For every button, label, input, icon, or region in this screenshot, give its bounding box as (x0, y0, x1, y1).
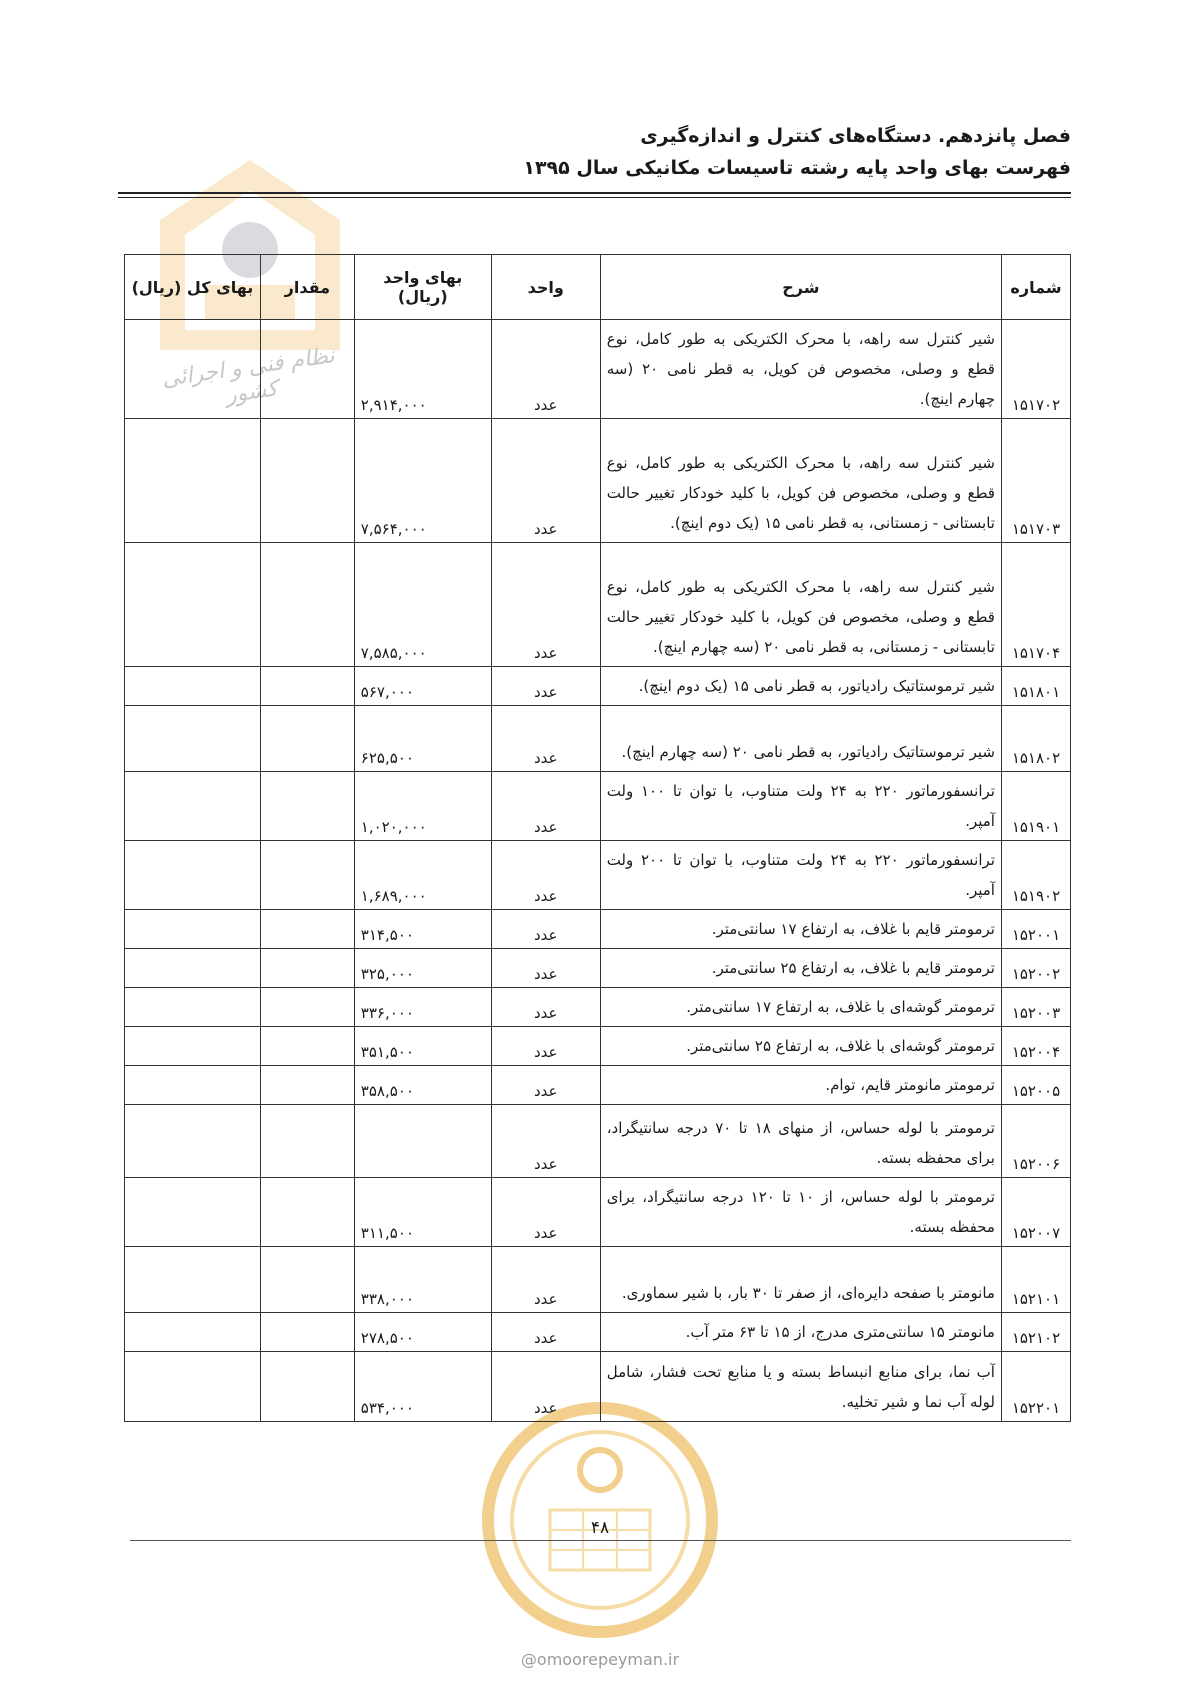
column-header-quantity: مقدار (260, 255, 354, 320)
item-unit-price: ۳۳۸,۰۰۰ (354, 1247, 491, 1313)
item-unit-price: ۱,۶۸۹,۰۰۰ (354, 841, 491, 910)
item-description: ترمومتر مانومتر قایم، توام. (600, 1066, 1001, 1105)
item-quantity (260, 841, 354, 910)
list-title: فهرست بهای واحد پایه رشته تاسیسات مکانیکی سال ۱۳۹۵ (523, 157, 1071, 179)
item-description: آب نما، برای منابع انبساط بسته و یا منابع تحت فشار، شامل لوله آب نما و شیر تخلیه. (600, 1352, 1001, 1422)
item-total-price (125, 667, 261, 706)
item-quantity (260, 1105, 354, 1178)
item-total-price (125, 772, 261, 841)
item-unit: عدد (491, 1247, 600, 1313)
item-quantity (260, 543, 354, 667)
column-header-unit-price: بهای واحد (ریال) (354, 255, 491, 320)
item-unit-price: ۵۳۴,۰۰۰ (354, 1352, 491, 1422)
item-description: شیر ترموستاتیک رادیاتور، به قطر نامی ۱۵ (یک دوم اینچ). (600, 667, 1001, 706)
item-total-price (125, 1352, 261, 1422)
item-unit: عدد (491, 988, 600, 1027)
item-description: شیر ترموستاتیک رادیاتور، به قطر نامی ۲۰ (سه چهارم اینچ). (600, 706, 1001, 772)
page-header (523, 125, 1071, 179)
table-row (125, 543, 1071, 667)
item-unit-price: ۳۱۱,۵۰۰ (354, 1178, 491, 1247)
table-row (125, 1105, 1071, 1178)
item-description: مانومتر ۱۵ سانتی‌متری مدرج، از ۱۵ تا ۶۳ متر آب. (600, 1313, 1001, 1352)
item-unit: عدد (491, 1178, 600, 1247)
item-unit: عدد (491, 841, 600, 910)
item-unit: عدد (491, 1313, 600, 1352)
item-unit: عدد (491, 543, 600, 667)
item-unit: عدد (491, 320, 600, 419)
table-row (125, 949, 1071, 988)
item-quantity (260, 1066, 354, 1105)
table-row (125, 667, 1071, 706)
item-quantity (260, 706, 354, 772)
website-watermark: @omoorepeyman.ir (520, 1650, 680, 1669)
item-code: ۱۵۲۰۰۵ (1001, 1066, 1070, 1105)
item-total-price (125, 419, 261, 543)
item-total-price (125, 1027, 261, 1066)
item-code: ۱۵۲۰۰۴ (1001, 1027, 1070, 1066)
item-total-price (125, 988, 261, 1027)
item-unit-price: ۶۲۵,۵۰۰ (354, 706, 491, 772)
table-row (125, 1027, 1071, 1066)
item-total-price (125, 706, 261, 772)
price-table (124, 254, 1071, 1422)
item-total-price (125, 841, 261, 910)
item-total-price (125, 1105, 261, 1178)
table-row (125, 1352, 1071, 1422)
item-quantity (260, 667, 354, 706)
item-code: ۱۵۲۰۰۱ (1001, 910, 1070, 949)
item-unit-price: ۵۶۷,۰۰۰ (354, 667, 491, 706)
item-unit-price: ۲۷۸,۵۰۰ (354, 1313, 491, 1352)
footer-rule (130, 1540, 1071, 1541)
item-description: ترمومتر گوشه‌ای با غلاف، به ارتفاع ۱۷ سانتی‌متر. (600, 988, 1001, 1027)
table-row (125, 910, 1071, 949)
item-code: ۱۵۲۲۰۱ (1001, 1352, 1070, 1422)
item-unit: عدد (491, 1066, 600, 1105)
item-code: ۱۵۱۸۰۲ (1001, 706, 1070, 772)
item-description: ترمومتر قایم با غلاف، به ارتفاع ۱۷ سانتی‌متر. (600, 910, 1001, 949)
item-code: ۱۵۱۷۰۲ (1001, 320, 1070, 419)
item-code: ۱۵۲۱۰۱ (1001, 1247, 1070, 1313)
item-unit-price: ۱,۰۲۰,۰۰۰ (354, 772, 491, 841)
item-quantity (260, 1027, 354, 1066)
item-code: ۱۵۱۹۰۱ (1001, 772, 1070, 841)
item-unit: عدد (491, 949, 600, 988)
item-description: شیر کنترل سه راهه، با محرک الکتریکی به طور کامل، نوع قطع و وصلی، مخصوص فن کویل، با کلید خودکار تغییر حالت تابستانی - زمستانی، به قطر نامی ۱۵ (یک دوم اینچ). (600, 419, 1001, 543)
item-quantity (260, 988, 354, 1027)
item-description: ترانسفورماتور ۲۲۰ به ۲۴ ولت متناوب، با توان تا ۱۰۰ ولت آمپر. (600, 772, 1001, 841)
item-description: شیر کنترل سه راهه، با محرک الکتریکی به طور کامل، نوع قطع و وصلی، مخصوص فن کویل، به قطر نامی ۲۰ (سه چهارم اینچ). (600, 320, 1001, 419)
watermark-text: نظام فنی و اجرائی کشور (160, 343, 337, 409)
table-row (125, 772, 1071, 841)
item-quantity (260, 1352, 354, 1422)
item-total-price (125, 1247, 261, 1313)
item-code: ۱۵۱۷۰۴ (1001, 543, 1070, 667)
item-quantity (260, 910, 354, 949)
item-unit: عدد (491, 1352, 600, 1422)
item-code: ۱۵۱۸۰۱ (1001, 667, 1070, 706)
item-description: ترمومتر قایم با غلاف، به ارتفاع ۲۵ سانتی‌متر. (600, 949, 1001, 988)
item-code: ۱۵۱۷۰۳ (1001, 419, 1070, 543)
item-code: ۱۵۲۱۰۲ (1001, 1313, 1070, 1352)
table-row (125, 1178, 1071, 1247)
item-quantity (260, 949, 354, 988)
table-row (125, 841, 1071, 910)
item-unit: عدد (491, 706, 600, 772)
table-header-row (125, 255, 1071, 320)
column-header-total-price: بهای کل (ریال) (125, 255, 261, 320)
table-row (125, 320, 1071, 419)
item-unit-price: ۳۵۱,۵۰۰ (354, 1027, 491, 1066)
item-total-price (125, 320, 261, 419)
item-description: ترمومتر گوشه‌ای با غلاف، به ارتفاع ۲۵ سانتی‌متر. (600, 1027, 1001, 1066)
item-unit-price: ۷,۵۶۴,۰۰۰ (354, 419, 491, 543)
header-rule-thin (118, 197, 1071, 198)
item-unit: عدد (491, 910, 600, 949)
item-quantity (260, 1247, 354, 1313)
item-unit-price: ۷,۵۸۵,۰۰۰ (354, 543, 491, 667)
item-unit-price: ۲,۹۱۴,۰۰۰ (354, 320, 491, 419)
item-unit: عدد (491, 772, 600, 841)
item-code: ۱۵۲۰۰۷ (1001, 1178, 1070, 1247)
item-quantity (260, 320, 354, 419)
item-quantity (260, 1313, 354, 1352)
item-unit-price (354, 1105, 491, 1178)
item-unit: عدد (491, 667, 600, 706)
column-header-description: شرح (600, 255, 1001, 320)
item-quantity (260, 772, 354, 841)
table-row (125, 419, 1071, 543)
item-unit-price: ۳۱۴,۵۰۰ (354, 910, 491, 949)
chapter-title: فصل پانزدهم. دستگاه‌های کنترل و اندازه‌گیری (640, 125, 1071, 147)
item-quantity (260, 1178, 354, 1247)
item-code: ۱۵۲۰۰۶ (1001, 1105, 1070, 1178)
item-unit-price: ۳۲۵,۰۰۰ (354, 949, 491, 988)
item-total-price (125, 1313, 261, 1352)
table-row (125, 1066, 1071, 1105)
table-row (125, 706, 1071, 772)
item-description: ترانسفورماتور ۲۲۰ به ۲۴ ولت متناوب، با توان تا ۲۰۰ ولت آمپر. (600, 841, 1001, 910)
column-header-unit: واحد (491, 255, 600, 320)
table-row (125, 988, 1071, 1027)
item-code: ۱۵۲۰۰۲ (1001, 949, 1070, 988)
item-total-price (125, 1066, 261, 1105)
item-unit-price: ۳۵۸,۵۰۰ (354, 1066, 491, 1105)
item-total-price (125, 1178, 261, 1247)
column-header-code: شماره (1001, 255, 1070, 320)
item-description: مانومتر با صفحه دایره‌ای، از صفر تا ۳۰ بار، با شیر سماوری. (600, 1247, 1001, 1313)
item-unit: عدد (491, 1105, 600, 1178)
item-quantity (260, 419, 354, 543)
item-total-price (125, 910, 261, 949)
item-code: ۱۵۲۰۰۳ (1001, 988, 1070, 1027)
table-row (125, 1313, 1071, 1352)
item-code: ۱۵۱۹۰۲ (1001, 841, 1070, 910)
item-unit-price: ۳۳۶,۰۰۰ (354, 988, 491, 1027)
item-total-price (125, 543, 261, 667)
item-description: ترمومتر با لوله حساس، از ۱۰ تا ۱۲۰ درجه سانتیگراد، برای محفظه بسته. (600, 1178, 1001, 1247)
table-row (125, 1247, 1071, 1313)
item-description: شیر کنترل سه راهه، با محرک الکتریکی به طور کامل، نوع قطع و وصلی، مخصوص فن کویل، با کلید خودکار تغییر حالت تابستانی - زمستانی، به قطر نامی ۲۰ (سه چهارم اینچ). (600, 543, 1001, 667)
header-rule-thick (118, 192, 1071, 194)
item-unit: عدد (491, 1027, 600, 1066)
page-number: ۴۸ (590, 1518, 610, 1538)
item-total-price (125, 949, 261, 988)
item-unit: عدد (491, 419, 600, 543)
item-description: ترمومتر با لوله حساس، از منهای ۱۸ تا ۷۰ درجه سانتیگراد، برای محفظه بسته. (600, 1105, 1001, 1178)
